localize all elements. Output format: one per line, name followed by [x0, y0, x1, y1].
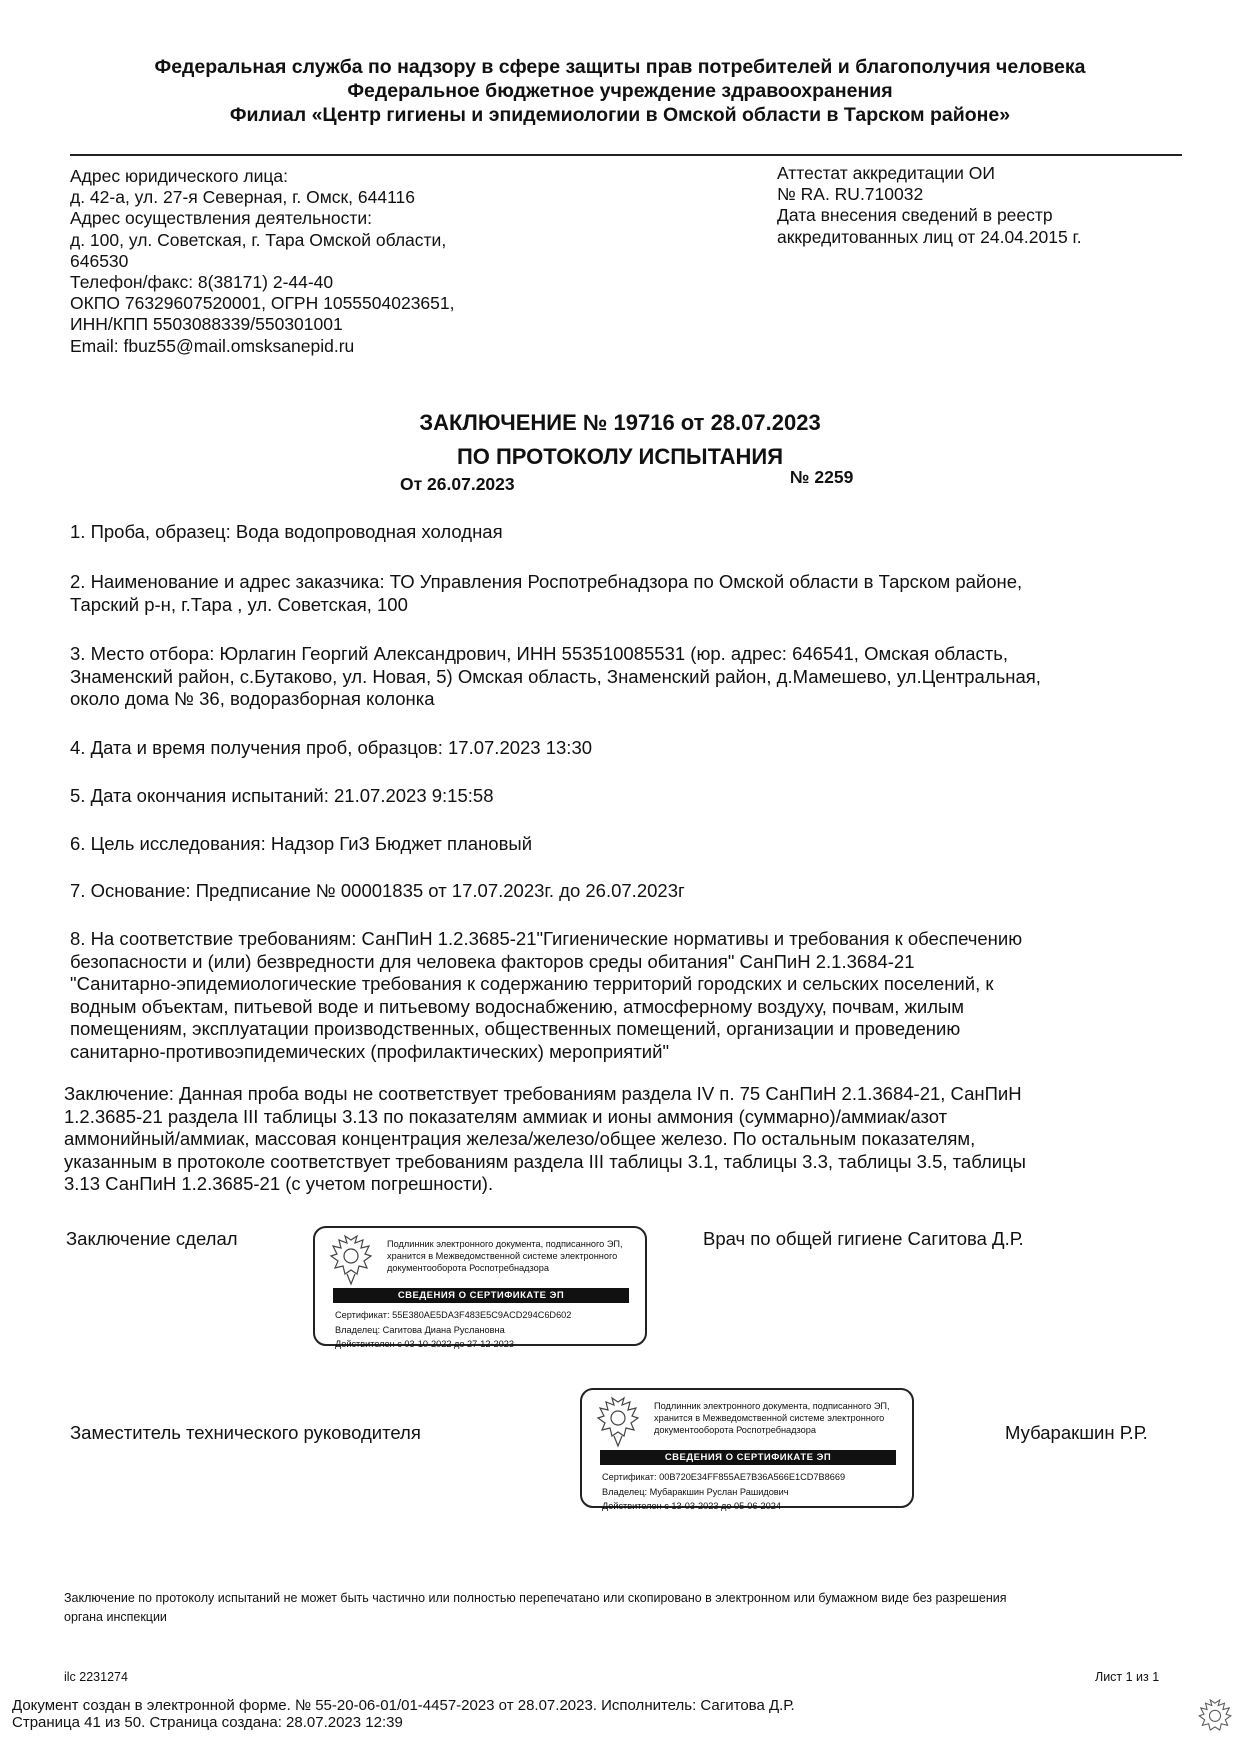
stamp-note-line: хранится в Межведомственной системе электронного [387, 1251, 618, 1261]
certificate-id: Сертификат: 00B720E34FF855AE7B36A566E1CD7B8669 [602, 1472, 846, 1482]
item-text: водным объектам, питьевой воде и питьевому водоснабжению, атмосферному воздуху, почвам, жилым [70, 995, 965, 1017]
digital-signature-stamp [580, 1388, 914, 1511]
footnote [64, 1589, 1184, 1626]
signer-label: Заключение сделал [66, 1228, 238, 1249]
item-text: "Санитарно-эпидемиологические требования к содержанию территорий городских и сельских поселений, к [70, 973, 994, 994]
signer-name: Врач по общей гигиене Сагитова Д.Р. [703, 1228, 1024, 1249]
header-line-2: Федеральное бюджетное учреждение здравоохранения [347, 80, 893, 102]
address-line: Адрес осуществления деятельности: [70, 208, 373, 229]
ilc-code: ilc 2231274 [64, 1670, 128, 1684]
header-line-1: Федеральная служба по надзору в сфере защиты прав потребителей и благополучия человека [154, 56, 1086, 78]
email-line: Email: fbuz55@mail.omsksanepid.ru [70, 335, 355, 356]
inn-line: ИНН/КПП 5503088339/550301001 [70, 314, 343, 335]
item-purpose [70, 833, 1180, 856]
item-text: 2. Наименование и адрес заказчика: ТО Управления Роспотребнадзора по Омской области в Тарском районе, [70, 571, 1023, 592]
footnote-line: Заключение по протоколу испытаний не может быть частично или полностью перепечатано или скопировано в электронном или бумажном виде без разрешения [64, 1591, 1007, 1605]
item-test-end-date [70, 785, 1180, 808]
sheet-counter: Лист 1 из 1 [1095, 1670, 1160, 1684]
conclusion-line: аммонийный/аммиак, массовая концентрация железа/железо/общее железо. По остальным показателям, [64, 1128, 976, 1149]
item-text: 5. Дата окончания испытаний: 21.07.2023 9:15:58 [70, 785, 494, 806]
item-text: около дома № 36, водоразборная колонка [70, 688, 435, 709]
certificate-id: Сертификат: 55E380AE5DA3F483E5C9ACD294C6D602 [335, 1310, 572, 1320]
certificate-validity: Действителен с 13-03-2023 до 05-06-2024 [602, 1501, 781, 1511]
signer-name: Мубаракшин Р.Р. [1005, 1422, 1148, 1443]
signer-label: Заместитель технического руководителя [70, 1422, 421, 1443]
address-line: д. 42-а, ул. 27-я Северная, г. Омск, 644116 [70, 187, 415, 208]
accreditation-line: № RA. RU.710032 [777, 184, 924, 205]
stamp-note-line: хранится в Межведомственной системе электронного [654, 1413, 885, 1423]
stamp-note-line: Подлинник электронного документа, подписанного ЭП, [387, 1239, 623, 1249]
item-receipt-date [70, 737, 1180, 760]
conclusion-line: 3.13 СанПиН 1.2.3685-21 (с учетом погрешности). [64, 1173, 494, 1194]
okpo-line: ОКПО 76329607520001, ОГРН 1055504023651, [70, 293, 455, 314]
stamp-note [654, 1400, 904, 1436]
item-text: Тарский р-н, г.Тара , ул. Советская, 100 [70, 593, 408, 615]
coat-of-arms-icon [327, 1234, 375, 1286]
item-basis [70, 880, 1180, 903]
stamp-note-line: Подлинник электронного документа, подписанного ЭП, [654, 1401, 890, 1411]
phone-line: Телефон/факс: 8(38171) 2-44-40 [70, 272, 334, 293]
footer-line: Страница 41 из 50. Страница создана: 28.07.2023 12:39 [12, 1714, 403, 1731]
item-text: помещениям, эксплуатации производственных, общественных помещений, организации и проведению [70, 1018, 961, 1039]
conclusion-line: Заключение: Данная проба воды не соответствует требованиям раздела IV п. 75 СанПиН 2.1.3684-21, СанПиН [64, 1083, 1022, 1104]
item-text: безопасности и (или) безвредности для человека факторов среды обитания" СанПиН 2.1.3684-21 [70, 950, 915, 972]
organization-details [70, 166, 570, 357]
address-line: Адрес юридического лица: [70, 166, 288, 186]
header-divider [70, 154, 1182, 156]
footnote-line: органа инспекции [64, 1609, 167, 1624]
accreditation-line: аккредитованных лиц от 24.04.2015 г. [777, 226, 1082, 247]
item-text: 8. На соответствие требованиям: СанПиН 1.2.3685-21"Гигиенические нормативы и требования к обеспечению [70, 928, 1023, 949]
accreditation-line: Аттестат аккредитации ОИ [777, 163, 995, 183]
certificate-owner: Владелец: Сагитова Диана Руслановна [335, 1324, 505, 1335]
digital-signature-stamp [313, 1226, 647, 1349]
footer-line: Документ создан в электронной форме. № 55-20-06-01/01-4457-2023 от 28.07.2023. Исполнитель: Сагитова Д.Р. [12, 1697, 795, 1714]
item-text: Знаменский район, с.Бутаково, ул. Новая, 5) Омская область, Знаменский район, д.Мамешево, ул.Центральная, [70, 665, 1041, 687]
item-text: 4. Дата и время получения проб, образцов: 17.07.2023 13:30 [70, 737, 593, 758]
item-text: 3. Место отбора: Юрлагин Георгий Александрович, ИНН 553510085531 (юр. адрес: 646541, Омская область, [70, 643, 1009, 664]
conclusion-line: указанным в протоколе соответствует требованиям раздела III таблицы 3.1, таблицы 3.3, таблицы 3.5, таблицы [64, 1150, 1026, 1172]
coat-of-arms-icon [594, 1396, 642, 1448]
header-line-3: Филиал «Центр гигиены и эпидемиологии в Омской области в Тарском районе» [229, 104, 1011, 126]
item-sampling-place [70, 643, 1180, 711]
stamp-note-line: документооборота Роспотребнадзора [387, 1263, 549, 1273]
protocol-date: От 26.07.2023 [400, 474, 515, 494]
item-text: 6. Цель исследования: Надзор ГиЗ Бюджет плановый [70, 833, 533, 854]
stamp-title-bar: СВЕДЕНИЯ О СЕРТИФИКАТЕ ЭП [333, 1288, 629, 1303]
document-subtitle: ПО ПРОТОКОЛУ ИСПЫТАНИЯ [456, 444, 784, 469]
stamp-note-line: документооборота Роспотребнадзора [654, 1425, 816, 1435]
item-customer [70, 571, 1180, 616]
item-requirements [70, 928, 1180, 1063]
document-footer [12, 1697, 1162, 1731]
address-line: д. 100, ул. Советская, г. Тара Омской области, [70, 229, 447, 250]
item-text: санитарно-противоэпидемических (профилактических) мероприятий" [70, 1040, 670, 1062]
protocol-number: № 2259 [790, 467, 854, 487]
item-sample [70, 521, 1180, 544]
conclusion-text [64, 1083, 1189, 1196]
conclusion-line: 1.2.3685-21 раздела III таблицы 3.13 по показателям аммиак и ионы аммония (суммарно)/аммиак/азот [64, 1105, 948, 1127]
certificate-validity: Действителен с 03-10-2022 до 27-12-2023 [335, 1339, 514, 1349]
item-text: 7. Основание: Предписание № 00001835 от 17.07.2023г. до 26.07.2023г [70, 880, 685, 901]
certificate-owner: Владелец: Мубаракшин Руслан Рашидович [602, 1486, 789, 1497]
org-header [0, 55, 1240, 127]
address-line: 646530 [70, 250, 129, 271]
accreditation-details [777, 163, 1217, 248]
accreditation-line: Дата внесения сведений в реестр [777, 205, 1053, 226]
coat-of-arms-icon [1196, 1697, 1234, 1741]
item-text: 1. Проба, образец: Вода водопроводная холодная [70, 521, 503, 542]
stamp-title-bar: СВЕДЕНИЯ О СЕРТИФИКАТЕ ЭП [600, 1450, 896, 1465]
document-title: ЗАКЛЮЧЕНИЕ № 19716 от 28.07.2023 [419, 410, 821, 435]
stamp-details [602, 1470, 845, 1514]
stamp-details [335, 1308, 571, 1352]
stamp-note [387, 1238, 637, 1274]
